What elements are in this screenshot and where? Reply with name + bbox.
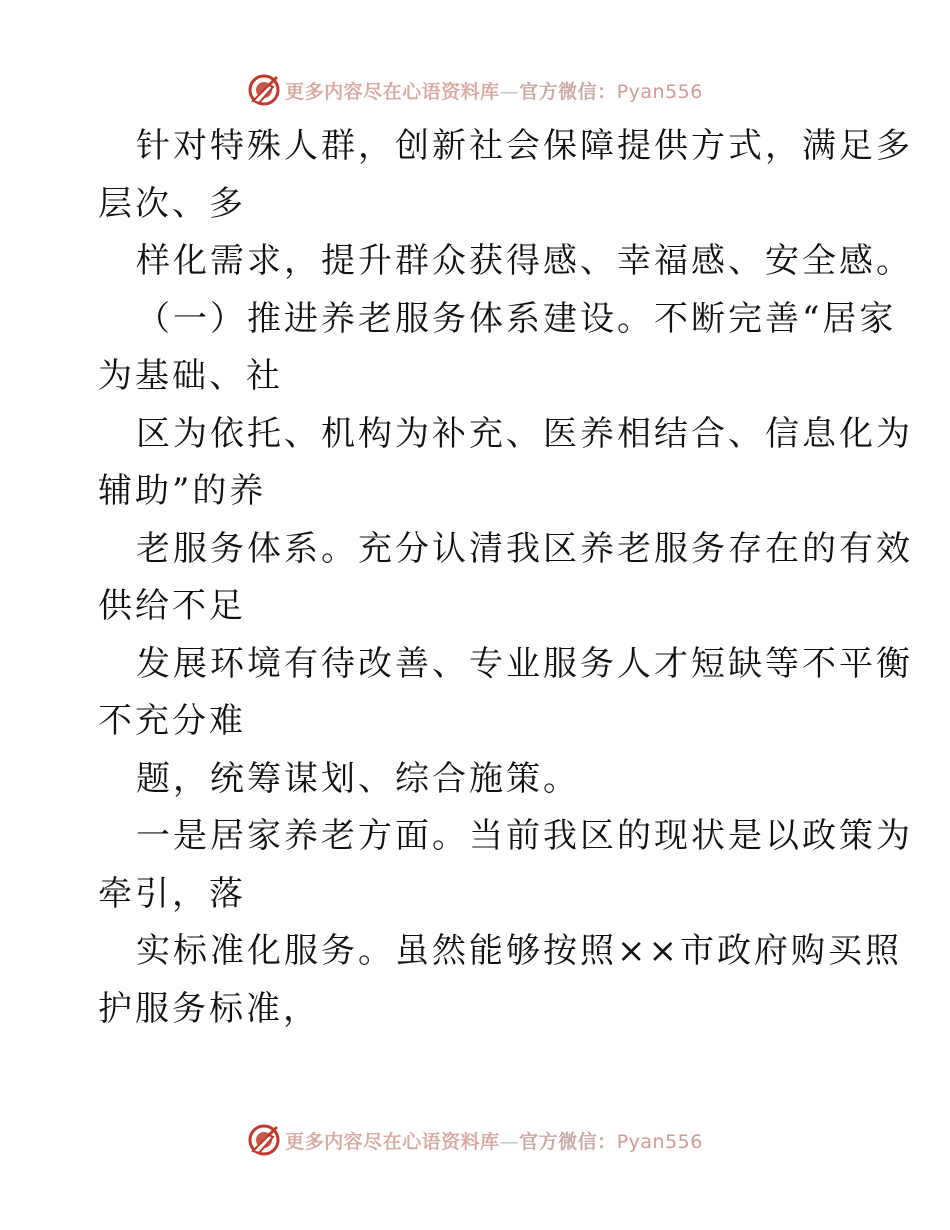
footer-wechat-label: 官方微信： [519, 1130, 617, 1153]
paragraph-line: 实标准化服务。虽然能够按照××市政府购买照 [136, 931, 902, 971]
paragraph-line: 层次、多 [98, 183, 246, 224]
footer-watermark [0, 1120, 950, 1160]
paragraph-line: 区为依托、机构为补充、医养相结合、信息化为 [136, 413, 913, 454]
paragraph-line: 为基础、社 [98, 356, 283, 396]
header-watermark-inner [247, 73, 703, 107]
paragraph-line: 辅助”的养 [98, 471, 267, 511]
header-watermark-text [285, 77, 703, 104]
paragraph-line: 一是居家养老方面。当前我区的现状是以政策为 [136, 816, 913, 856]
paragraph-line: （一）推进养老服务体系建设。不断完善“居家 [136, 298, 897, 339]
document-body [98, 118, 913, 1038]
footer-watermark-separator: — [499, 1130, 520, 1153]
footer-wechat-id: Pyan556 [616, 1130, 703, 1153]
paragraph-line: 老服务体系。充分认清我区养老服务存在的有效 [136, 528, 913, 569]
header-watermark [0, 70, 950, 110]
paragraph-line: 不充分难 [98, 701, 246, 741]
header-wechat-label: 官方微信： [519, 80, 617, 103]
footer-watermark-text [285, 1127, 703, 1154]
header-watermark-title: 更多内容尽在心语资料库 [285, 80, 500, 103]
paragraph-line: 发展环境有待改善、专业服务人才短缺等不平衡 [136, 643, 913, 684]
footer-watermark-inner [247, 1123, 703, 1157]
paragraph-line: 样化需求，提升群众获得感、幸福感、安全感。 [136, 241, 913, 281]
pen-logo-icon [247, 1123, 281, 1157]
footer-watermark-title: 更多内容尽在心语资料库 [285, 1130, 500, 1153]
paragraph-line: 针对特殊人群，创新社会保障提供方式，满足多 [136, 126, 913, 166]
paragraph-line: 牵引，落 [98, 873, 246, 914]
paragraph-line: 护服务标准， [98, 988, 320, 1029]
paragraph-line: 题，统筹谋划、综合施策。 [136, 758, 580, 799]
pen-logo-icon [247, 73, 281, 107]
header-watermark-separator: — [499, 80, 520, 103]
header-wechat-id: Pyan556 [616, 80, 703, 103]
paragraph-line: 供给不足 [98, 586, 246, 626]
